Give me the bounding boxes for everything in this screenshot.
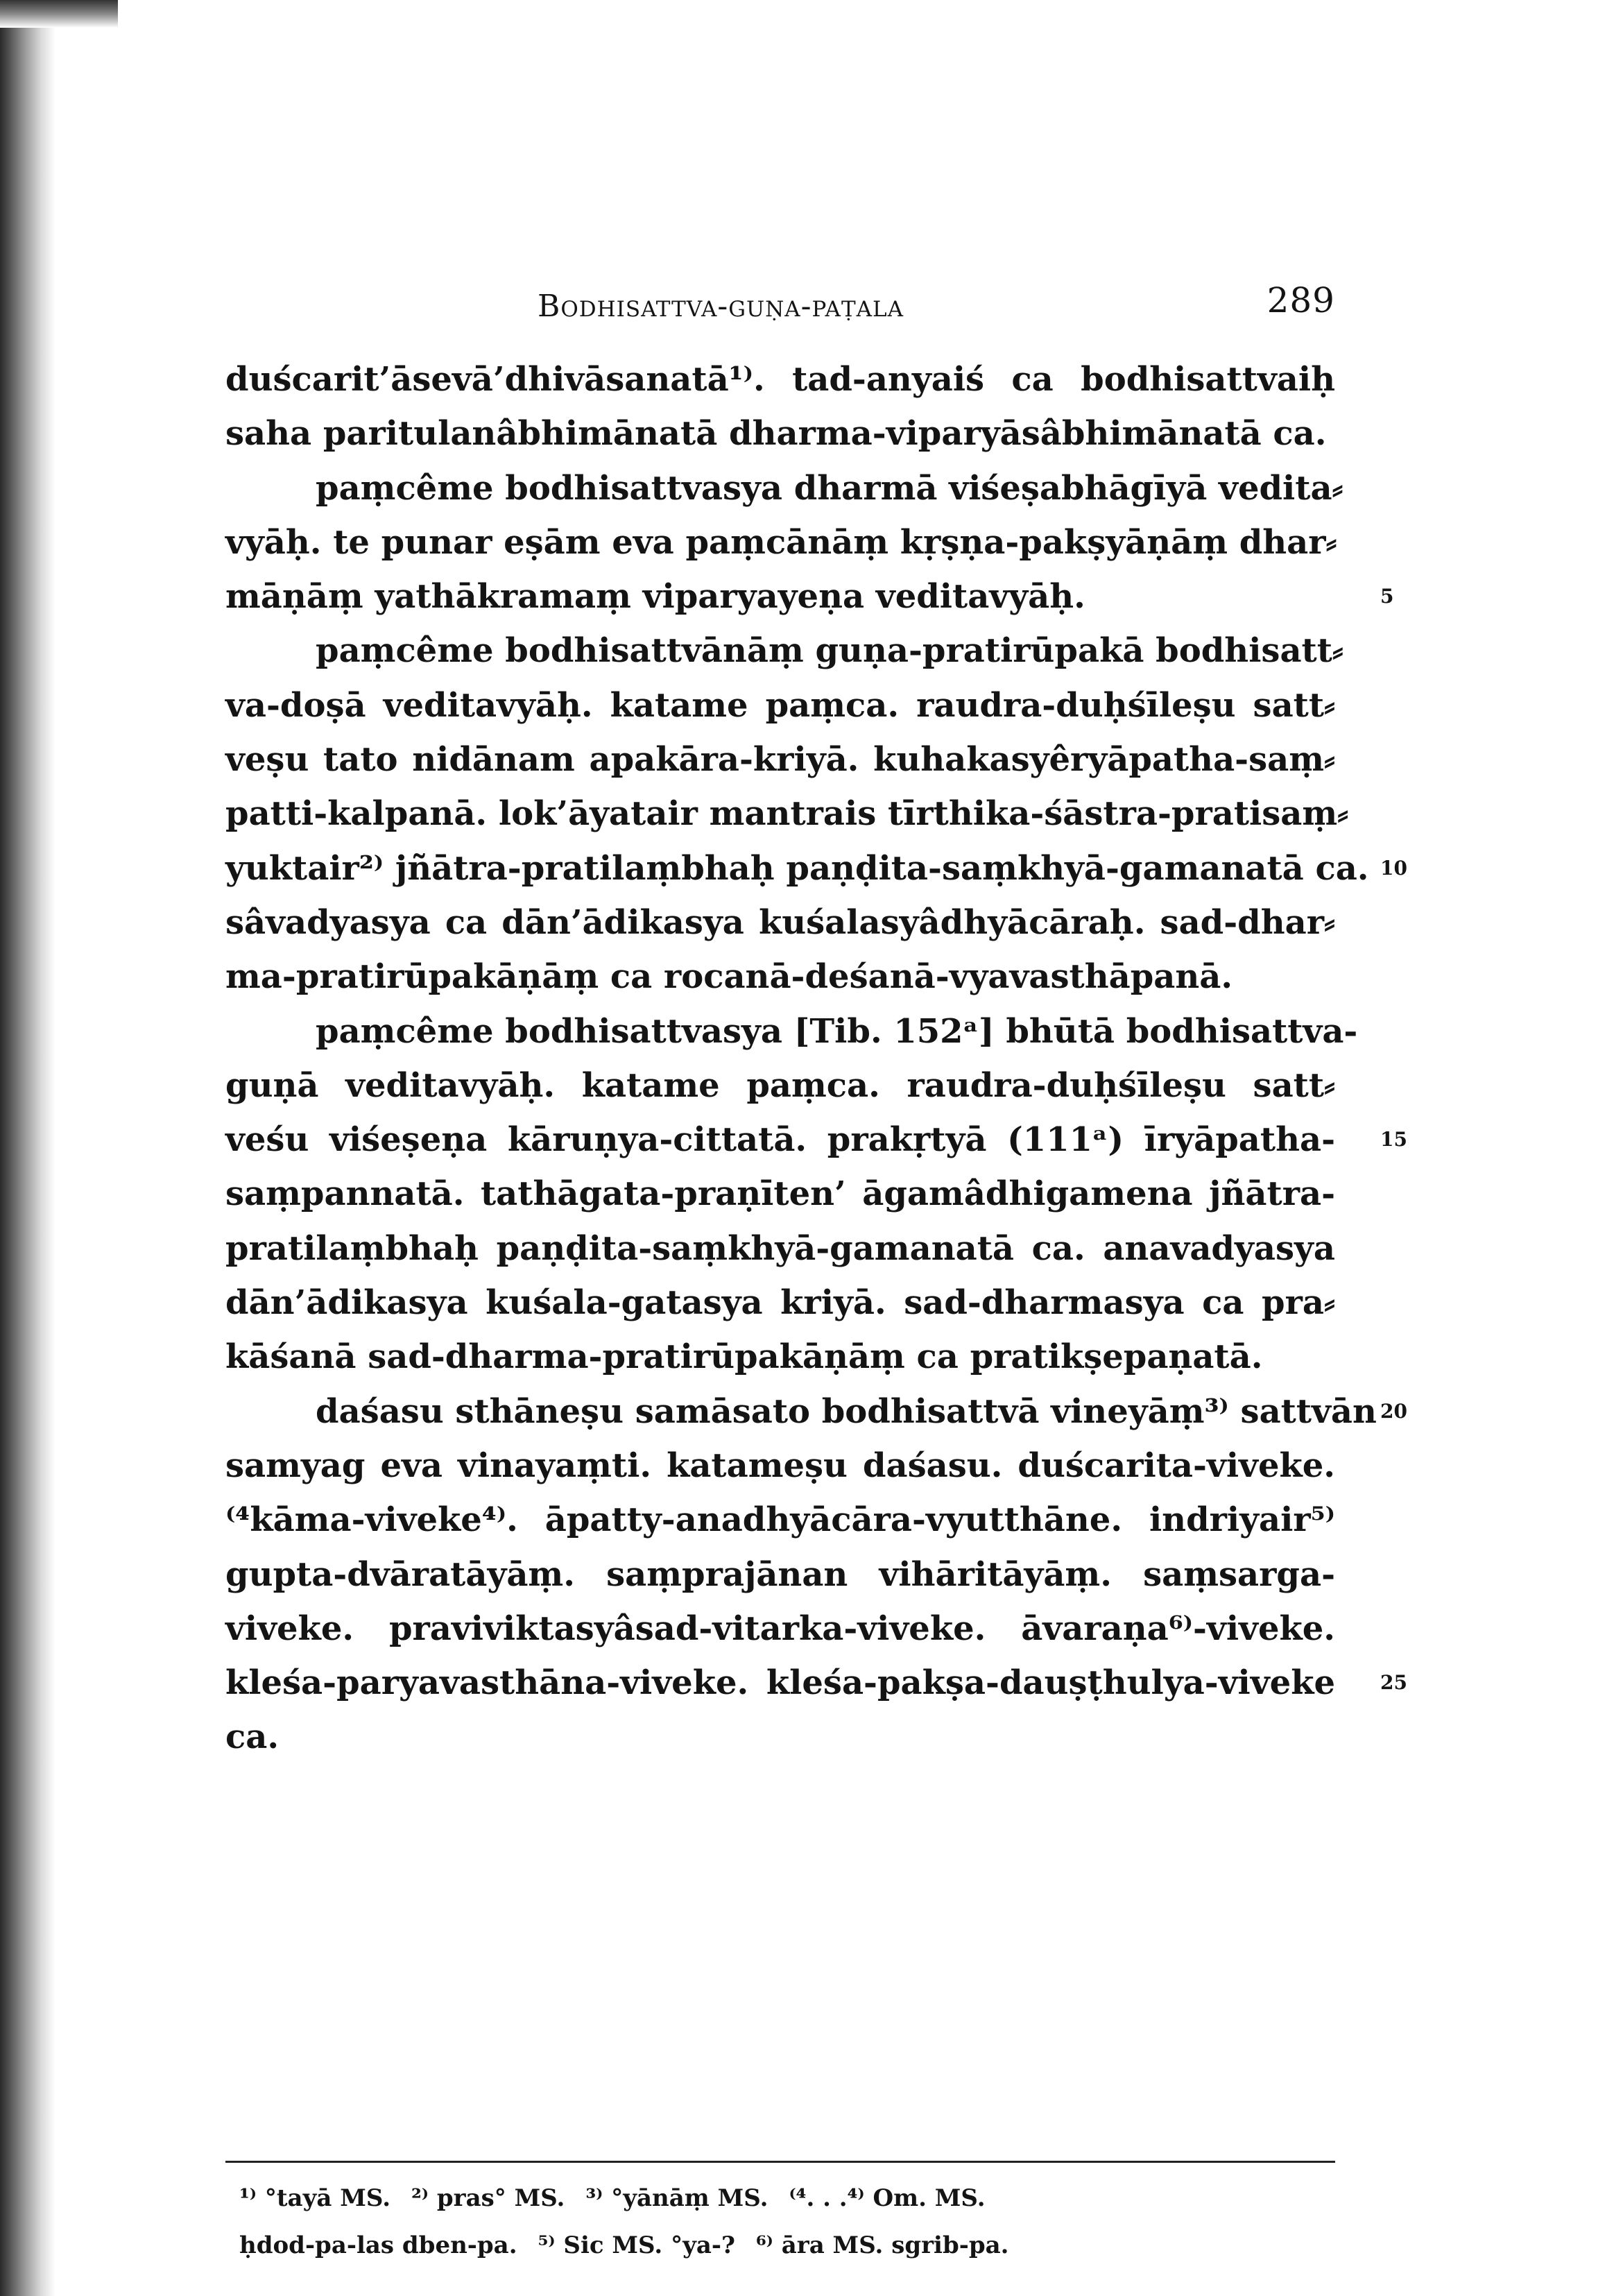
text-line (225, 787, 1349, 841)
book-binding-shadow-top (0, 0, 118, 28)
text-line-content: ca. (225, 1717, 280, 1757)
text-line-content: vyāḥ. te punar eṣām eva paṃcānāṃ kṛṣṇa-pakṣyāṇāṃ dhar⸗ (225, 522, 1337, 562)
text-line (225, 733, 1335, 787)
text-line-content: patti-kalpanā. lok’āyatair mantrais tīrthika-śāstra-pratisaṃ⸗ (225, 794, 1349, 834)
footnote: ⁶⁾ āra MS. sgrib-pa. (755, 2231, 1009, 2259)
text-line (225, 1602, 1335, 1656)
footnote: ¹⁾ °tayā MS. (239, 2184, 391, 2212)
text-line (225, 515, 1335, 569)
text-line-content: yuktair²⁾ jñātra-pratilaṃbhaḥ paṇḍita-saṃkhyā-gamanatā ca. (225, 848, 1369, 888)
text-line-content: pratilaṃbhaḥ paṇḍita-saṃkhyā-gamanatā ca. anavadyasya (225, 1228, 1335, 1268)
footnote: ḥdod-pa-las dben-pa. (239, 2231, 517, 2259)
main-text (225, 352, 1407, 1765)
footnote-rule (225, 2161, 1335, 2163)
text-line-content: gupta-dvāratāyāṃ. saṃprajānan vihāritāyāṃ. saṃsarga- (225, 1554, 1335, 1594)
text-line-content: paṃcême bodhisattvasya [Tib. 152ᵃ] bhūtā bodhisattva- (316, 1011, 1358, 1051)
footnote: ⁵⁾ Sic MS. °ya-? (538, 2231, 735, 2259)
text-line (225, 1330, 1335, 1384)
text-line-content: samyag eva vinayaṃti. katameṣu daśasu. duścarita-viveke. (225, 1446, 1335, 1485)
text-line-content: dān’ādikasya kuśala-gatasya kriyā. sad-dharmasya ca pra⸗ (225, 1283, 1335, 1323)
text-line (225, 1113, 1407, 1167)
footnote: ⁽⁴. . .⁴⁾ Om. MS. (789, 2184, 986, 2212)
text-line-content: māṇāṃ yathākramaṃ viparyayeṇa veditavyāḥ. (225, 577, 1085, 617)
text-line-content: paṃcême bodhisattvasya dharmā viśeṣabhāgīyā vedita⸗ (316, 468, 1343, 508)
line-number: 10 (1380, 856, 1407, 880)
footnote: ²⁾ pras° MS. (411, 2184, 565, 2212)
text-line-content: saṃpannatā. tathāgata-praṇīten’ āgamâdhigamena jñātra- (225, 1174, 1335, 1214)
text-line (225, 841, 1407, 896)
running-title: Bodhisattva-guṇa-paṭala (538, 289, 904, 324)
text-line-content: va-doṣā veditavyāḥ. katame paṃca. raudra-duḥśīleṣu satt⸗ (225, 685, 1335, 725)
text-line (225, 896, 1335, 950)
text-line (225, 1222, 1335, 1276)
text-line (225, 569, 1394, 624)
line-number: 20 (1380, 1399, 1407, 1423)
page-header (225, 280, 1335, 329)
text-line (225, 1493, 1335, 1547)
footnote-line (225, 2222, 1335, 2269)
text-line-content: kāśanā sad-dharma-pratirūpakāṇāṃ ca pratikṣepaṇatā. (225, 1337, 1263, 1377)
text-line-content: ma-pratirūpakāṇāṃ ca rocanā-deśanā-vyavasthāpanā. (225, 957, 1233, 997)
text-line (225, 406, 1335, 461)
text-line-content: sâvadyasya ca dān’ādikasya kuśalasyâdhyācāraḥ. sad-dhar⸗ (225, 902, 1335, 942)
line-number: 15 (1380, 1128, 1407, 1151)
footnote: ³⁾ °yānāṃ MS. (585, 2184, 768, 2212)
text-line-content: viveke. praviviktasyâsad-vitarka-viveke. āvaraṇa⁶⁾-viveke. (225, 1609, 1335, 1648)
book-binding-shadow (0, 0, 55, 2296)
text-line (225, 950, 1335, 1004)
text-line (225, 624, 1343, 678)
footnote-line (225, 2175, 1335, 2222)
text-line (225, 678, 1335, 733)
text-line (225, 1548, 1335, 1602)
text-line-content: veśu viśeṣeṇa kāruṇya-cittatā. prakṛtyā (111ᵃ) īryāpatha- (225, 1120, 1335, 1160)
text-line-content: duścarit’āsevā’dhivāsanatā¹⁾. tad-anyaiś ca bodhisattvaiḥ (225, 360, 1335, 399)
text-line (225, 352, 1335, 406)
line-number: 25 (1380, 1671, 1407, 1695)
page-number: 289 (1266, 280, 1335, 320)
text-line-content: paṃcême bodhisattvānāṃ guṇa-pratirūpakā bodhisatt⸗ (316, 631, 1343, 671)
text-line (225, 1276, 1335, 1330)
text-line (225, 1439, 1335, 1493)
line-number: 5 (1380, 585, 1394, 608)
text-line (225, 1004, 1358, 1059)
text-line-content: kleśa-paryavasthāna-viveke. kleśa-pakṣa-dauṣṭhulya-viveke (225, 1663, 1335, 1703)
text-line (225, 1656, 1407, 1710)
text-line (225, 1385, 1407, 1439)
text-line (225, 1059, 1335, 1113)
text-line-content: saha paritulanâbhimānatā dharma-viparyāsâbhimānatā ca. (225, 414, 1327, 454)
footnotes (225, 2175, 1335, 2269)
text-line-content: daśasu sthāneṣu samāsato bodhisattvā vineyāṃ³⁾ sattvān (316, 1391, 1377, 1431)
text-line (225, 1710, 1335, 1764)
text-line-content: veṣu tato nidānam apakāra-kriyā. kuhakasyêryāpatha-saṃ⸗ (225, 740, 1335, 780)
text-line (225, 461, 1343, 515)
text-line-content: guṇā veditavyāḥ. katame paṃca. raudra-duḥśīleṣu satt⸗ (225, 1065, 1335, 1105)
text-line (225, 1167, 1335, 1221)
text-line-content: ⁽⁴kāma-viveke⁴⁾. āpatty-anadhyācāra-vyutthāne. indriyair⁵⁾ (225, 1500, 1335, 1540)
